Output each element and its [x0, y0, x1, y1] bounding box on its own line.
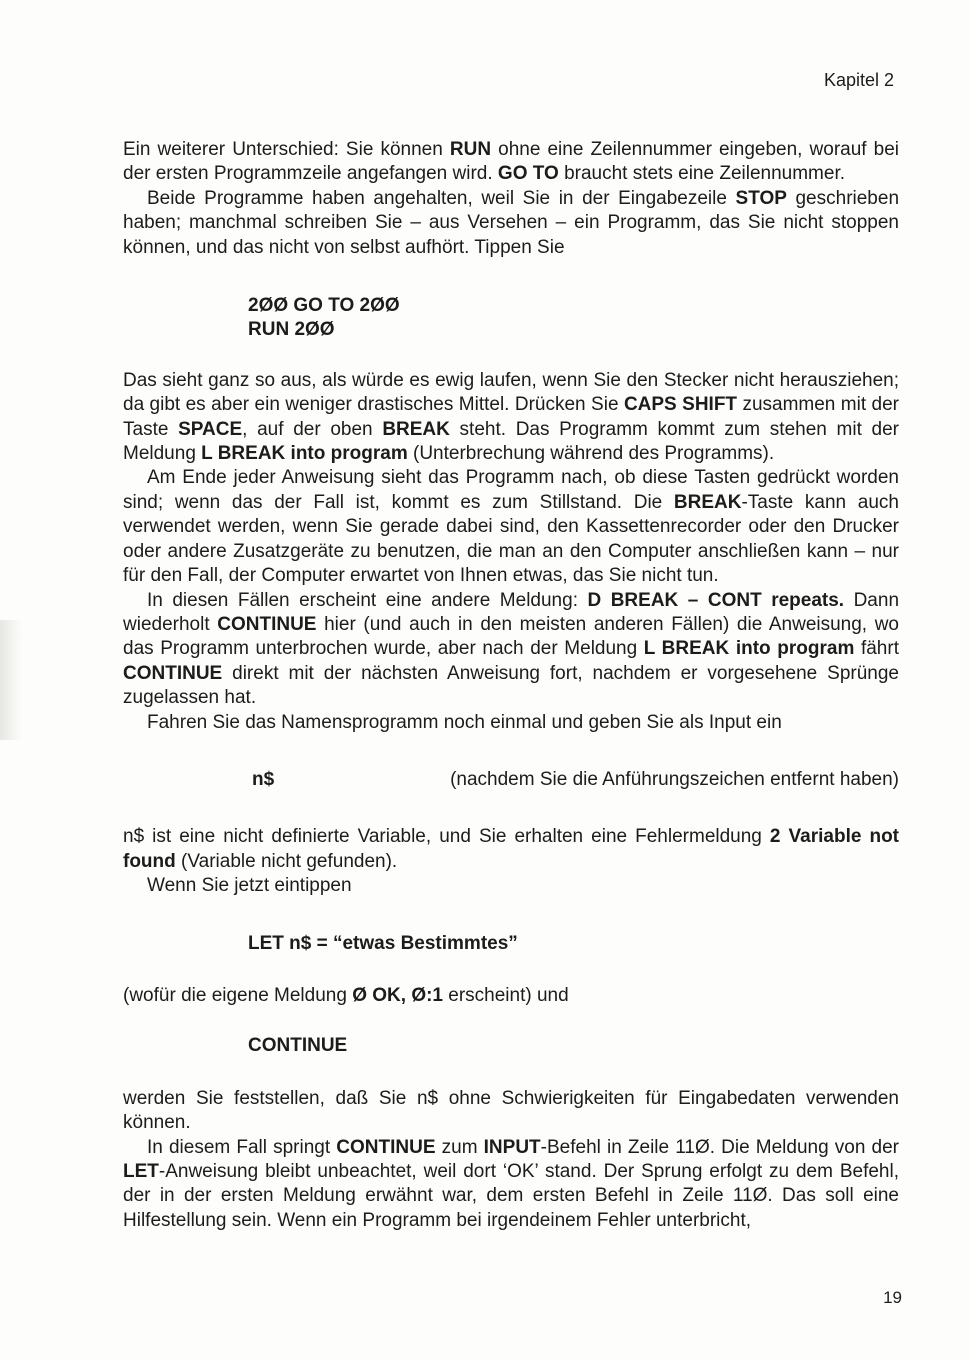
- keyword: 2 Variable not found: [123, 826, 900, 872]
- body-text: [123, 138, 899, 1233]
- paragraph-9: (wofür die eigene Meldung Ø OK, Ø:1 erscheint) und: [123, 984, 569, 1006]
- keyword: INPUT: [483, 1136, 541, 1158]
- paragraph-11: In diesem Fall springt CONTINUE zum INPUT-Befehl in Zeile 11Ø. Die Meldung von der LET-Anweisung bleibt unbeachtet, weil dort ‘OK’ stand. Der Sprung erfolgt zu dem Befehl, der in der ersten Meldung erwähnt war, dem ersten Befehl in Zeile 11Ø. Das soll eine Hilfestellung sein. Wenn ein Programm bei irgendeinem Fehler unterbricht,: [123, 1136, 900, 1231]
- keyword: CONTINUE: [123, 662, 223, 684]
- input-code: n$: [252, 768, 275, 790]
- paragraph-4: Am Ende jeder Anweisung sieht das Programm nach, ob diese Tasten gedrückt worden sind; wenn das der Fall ist, kommt es zum Stillstand. Die BREAK-Taste kann auch verwendet werden, wenn Sie gerade dabei sind, den Kassettenrecorder oder den Drucker oder andere Zusatzgeräte zu benutzen, die man an den Computer anschließen kann – nur für den Fall, der Computer erwartet von Ihnen etwas, das Sie nicht tun.: [123, 467, 899, 587]
- keyword: RUN: [449, 139, 492, 160]
- keyword: CAPS SHIFT: [623, 394, 738, 416]
- keyword: GO TO: [497, 163, 559, 185]
- code-continue-line: CONTINUE: [248, 1035, 348, 1057]
- code-line-1: 2ØØ GO TO 2ØØ: [248, 295, 400, 317]
- input-example-line: [123, 768, 899, 792]
- code-let-line: LET n$ = “etwas Bestimmtes”: [248, 932, 518, 954]
- page-number: 19: [883, 1288, 902, 1307]
- paragraph-7: n$ ist eine nicht definierte Variable, und Sie erhalten eine Fehlermeldung 2 Variable not found (Variable nicht gefunden).: [123, 826, 900, 872]
- paragraph-8: Wenn Sie jetzt eintippen: [147, 875, 352, 897]
- keyword: SPACE: [178, 418, 243, 440]
- keyword: L BREAK into program: [201, 443, 408, 465]
- keyword: BREAK: [382, 418, 450, 440]
- keyword: CONTINUE: [217, 613, 317, 635]
- keyword: LET: [123, 1161, 159, 1182]
- input-note: (nachdem Sie die Anführungszeichen entfernt haben): [450, 768, 899, 790]
- paragraph-2: Beide Programme haben angehalten, weil Sie in der Eingabezeile STOP geschrieben haben; manchmal schreiben Sie – aus Versehen – ein Programm, das Sie nicht stoppen können, und das nicht von selbst aufhört. Tippen Sie: [123, 187, 900, 258]
- paragraph-3: Das sieht ganz so aus, als würde es ewig laufen, wenn Sie den Stecker nicht herausziehen; da gibt es aber ein weniger drastisches Mittel. Drücken Sie CAPS SHIFT zusammen mit der Taste SPACE, auf der oben BREAK steht. Das Programm kommt zum stehen mit der Meldung L BREAK into program (Unterbrechung während des Programms).: [123, 369, 899, 465]
- paragraph-5: In diesen Fällen erscheint eine andere Meldung: D BREAK – CONT repeats. Dann wiederholt CONTINUE hier (und auch in den meisten anderen Fällen) die Anweisung, wo das Programm unterbrochen wurde, aber nach der Meldung L BREAK into program fährt CONTINUE direkt mit der nächsten Anweisung fort, nachdem er vorgesehene Sprünge zugelassen hat.: [123, 589, 900, 709]
- code-line-2: RUN 2ØØ: [248, 319, 335, 341]
- paragraph-1: Ein weiterer Unterschied: Sie können RUN ohne eine Zeilennummer eingeben, worauf bei der ersten Programmzeile angefangen wird. GO TO braucht stets eine Zeilennummer.: [123, 139, 899, 185]
- page-edge-shadow: [0, 620, 22, 740]
- paragraph-10: werden Sie feststellen, daß Sie n$ ohne Schwierigkeiten für Eingabedaten verwenden können.: [123, 1087, 899, 1134]
- keyword: CONTINUE: [336, 1136, 436, 1158]
- paragraph-6: Fahren Sie das Namensprogramm noch einmal und geben Sie als Input ein: [147, 711, 782, 733]
- keyword: D BREAK – CONT repeats.: [587, 589, 845, 611]
- keyword: L BREAK into program: [643, 638, 855, 660]
- chapter-header: Kapitel 2: [823, 70, 894, 90]
- keyword: BREAK: [673, 491, 742, 513]
- keyword: STOP: [735, 187, 787, 209]
- keyword: Ø OK, Ø:1: [352, 984, 443, 1006]
